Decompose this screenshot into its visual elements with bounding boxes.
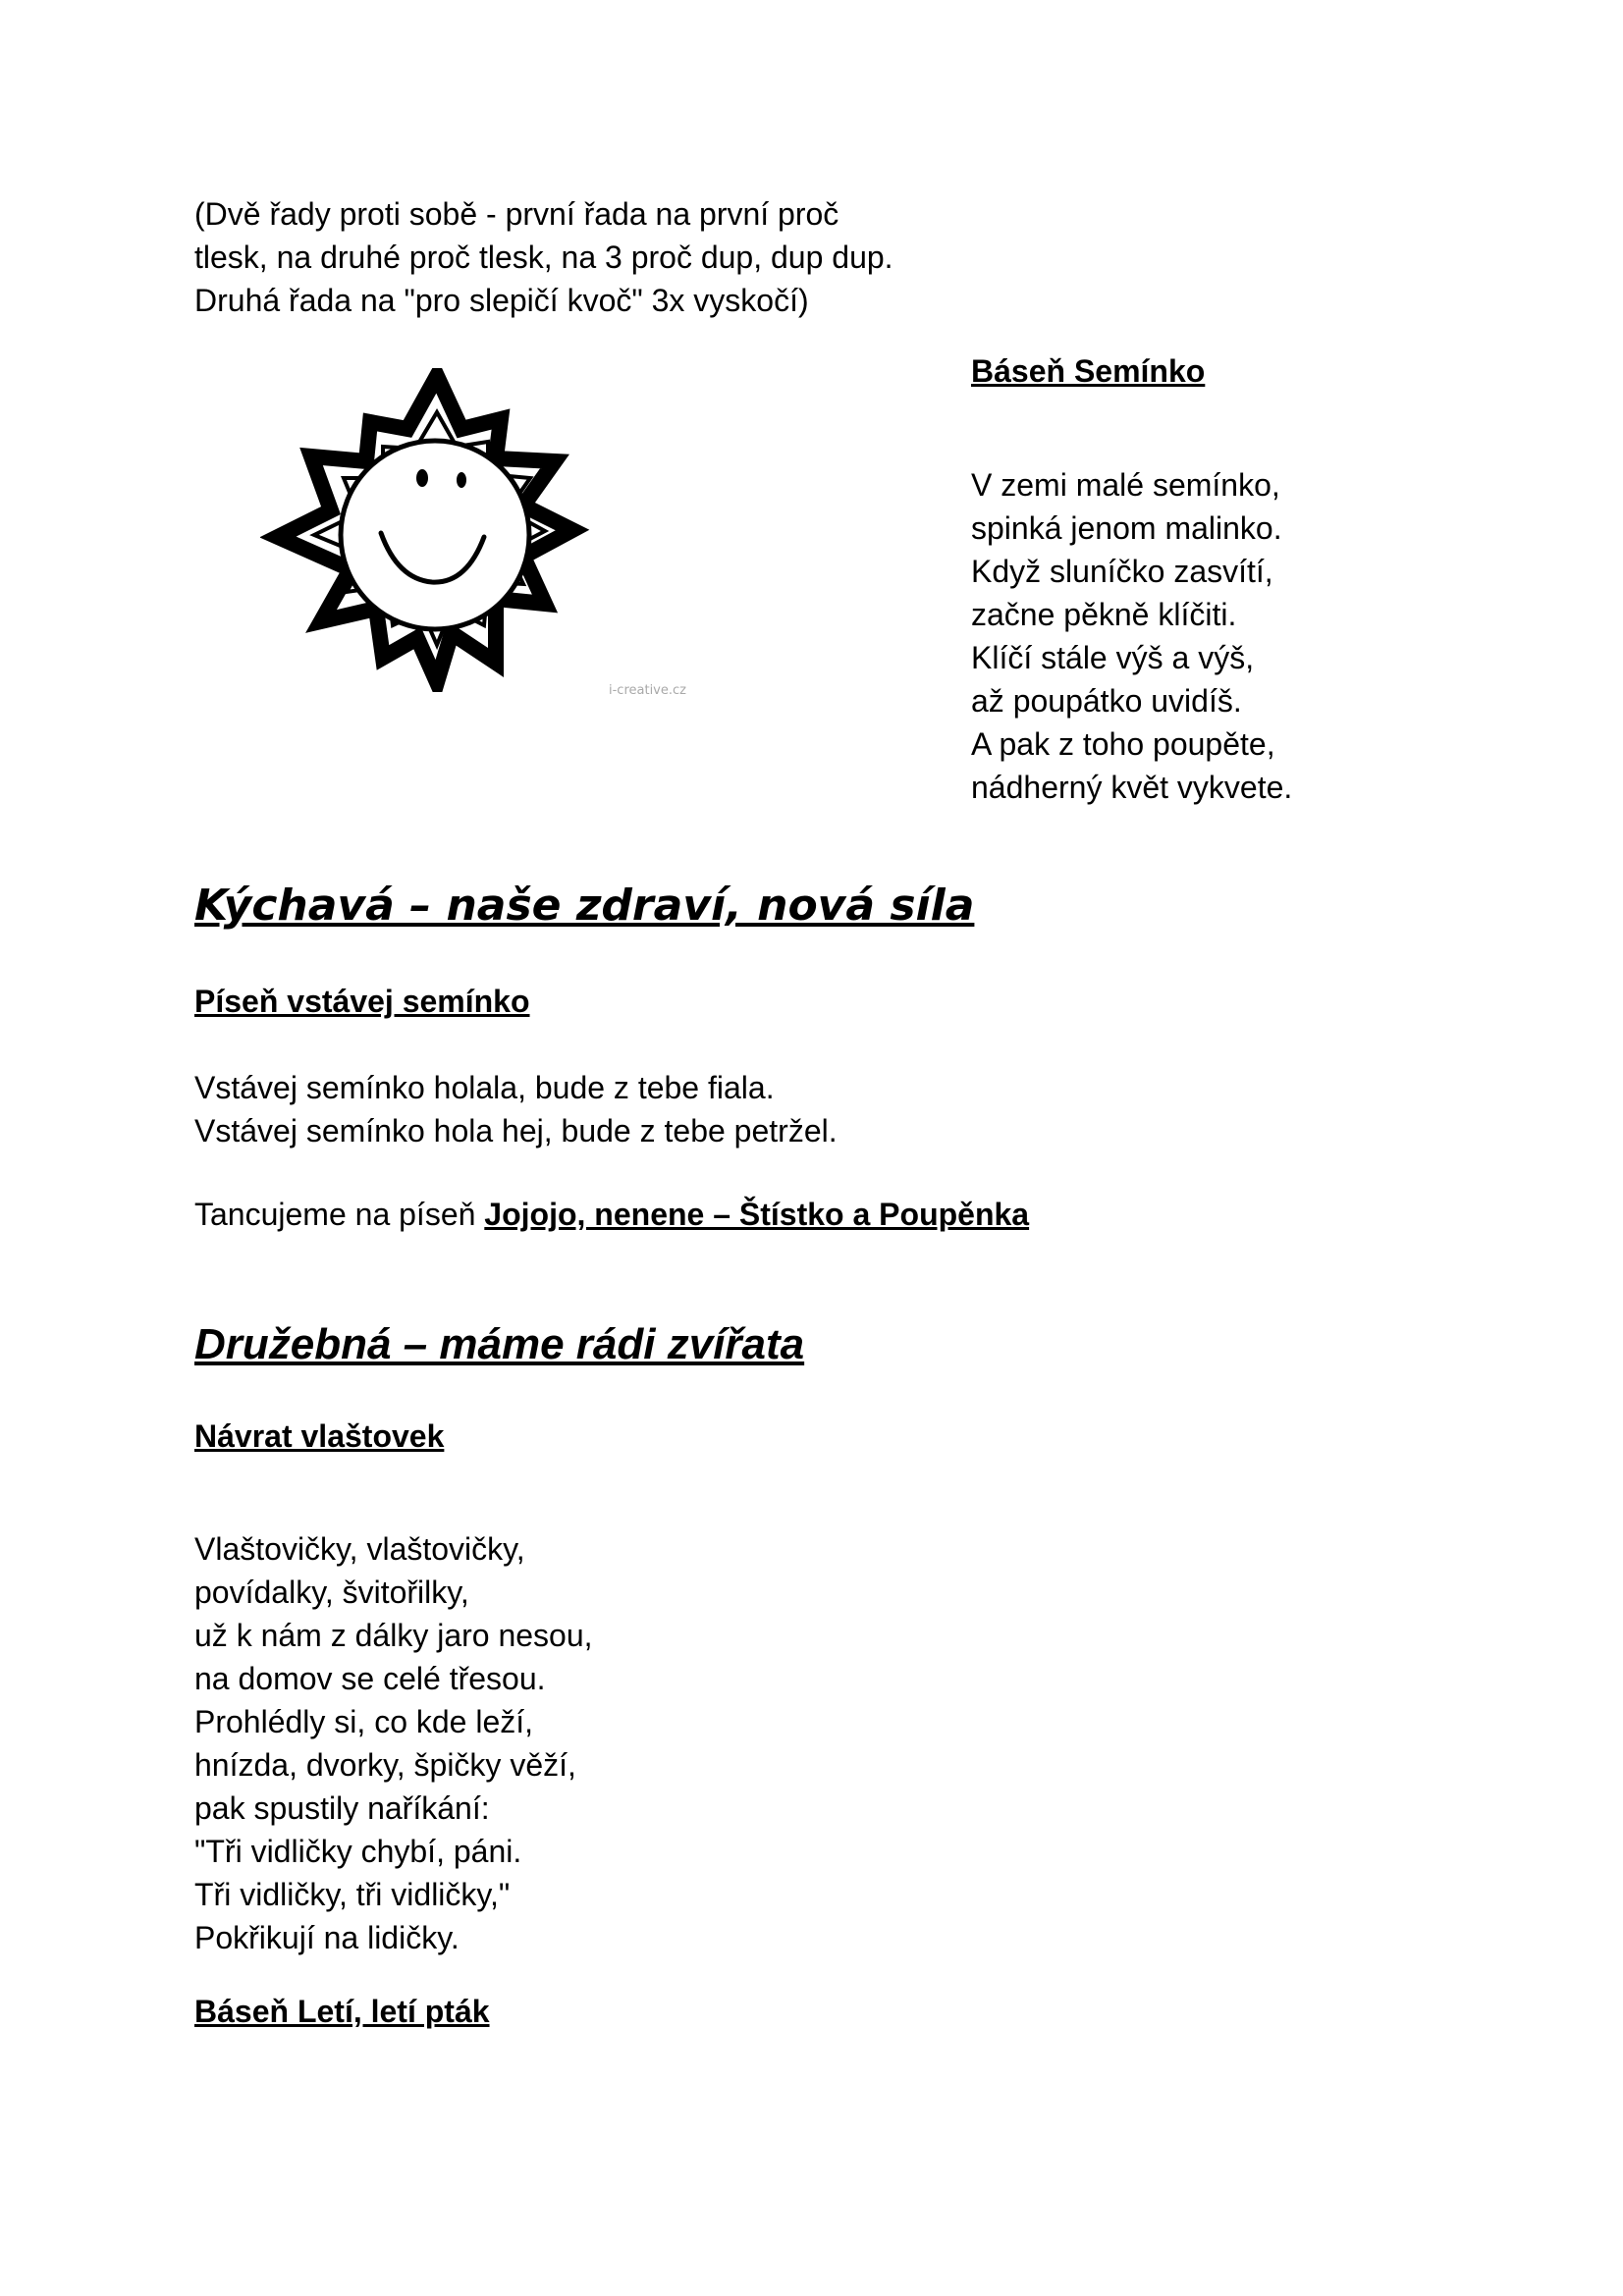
intro-line: (Dvě řady proti sobě - první řada na první proč [194, 196, 839, 232]
sun-illustration [260, 368, 614, 692]
poem-navrat-body [194, 1527, 593, 1959]
dance-prefix: Tancujeme na píseň [194, 1197, 485, 1232]
poem-seminko-body [971, 463, 1292, 809]
poem-line: hnízda, dvorky, špičky věží, [194, 1747, 576, 1783]
poem-line: až poupátko uvidíš. [971, 683, 1242, 719]
song-line: Vstávej semínko holala, bude z tebe fiala. [194, 1070, 775, 1105]
poem-navrat-title: Návrat vlaštovek [194, 1418, 445, 1454]
dance-note [194, 1193, 1029, 1236]
poem-line: A pak z toho poupěte, [971, 726, 1275, 762]
intro-instructions [194, 192, 893, 322]
poem-line: V zemi malé semínko, [971, 467, 1280, 503]
poem-line: na domov se celé třesou. [194, 1661, 546, 1696]
sun-eye-left [416, 469, 428, 487]
section-heading-kychava: Kýchavá – naše zdraví, nová síla [194, 881, 975, 931]
section-heading-druzebna: Družebná – máme rádi zvířata [194, 1320, 805, 1368]
sun-eye-right [457, 472, 466, 488]
song-line: Vstávej semínko hola hej, bude z tebe petržel. [194, 1113, 838, 1148]
poem-line: Pokřikují na lidičky. [194, 1920, 460, 1955]
poem-line: spinká jenom malinko. [971, 510, 1282, 546]
poem-line: nádherný květ vykvete. [971, 770, 1293, 805]
poem-leti-title: Báseň Letí, letí pták [194, 1994, 490, 2029]
poem-seminko-title: Báseň Semínko [971, 353, 1206, 389]
dance-song-title: Jojojo, nenene – Štístko a Poupěnka [484, 1197, 1030, 1232]
intro-line: tlesk, na druhé proč tlesk, na 3 proč dup, dup dup. [194, 240, 893, 275]
intro-line: Druhá řada na "pro slepičí kvoč" 3x vyskočí) [194, 283, 809, 318]
poem-line: Prohlédly si, co kde leží, [194, 1704, 534, 1739]
poem-line: začne pěkně klíčiti. [971, 597, 1237, 632]
poem-line: Tři vidličky, tři vidličky," [194, 1877, 511, 1912]
poem-line: "Tři vidličky chybí, páni. [194, 1834, 522, 1869]
poem-line: už k nám z dálky jaro nesou, [194, 1618, 593, 1653]
song-lyrics [194, 1066, 838, 1152]
poem-line: pak spustily naříkání: [194, 1790, 490, 1826]
poem-line: Klíčí stále výš a výš, [971, 640, 1255, 675]
poem-line: povídalky, švitořilky, [194, 1575, 469, 1610]
sun-face [341, 441, 529, 629]
poem-line: Když sluníčko zasvítí, [971, 554, 1273, 589]
watermark-text: i-creative.cz [609, 683, 686, 698]
song-title: Píseň vstávej semínko [194, 984, 530, 1019]
poem-line: Vlaštovičky, vlaštovičky, [194, 1531, 525, 1567]
